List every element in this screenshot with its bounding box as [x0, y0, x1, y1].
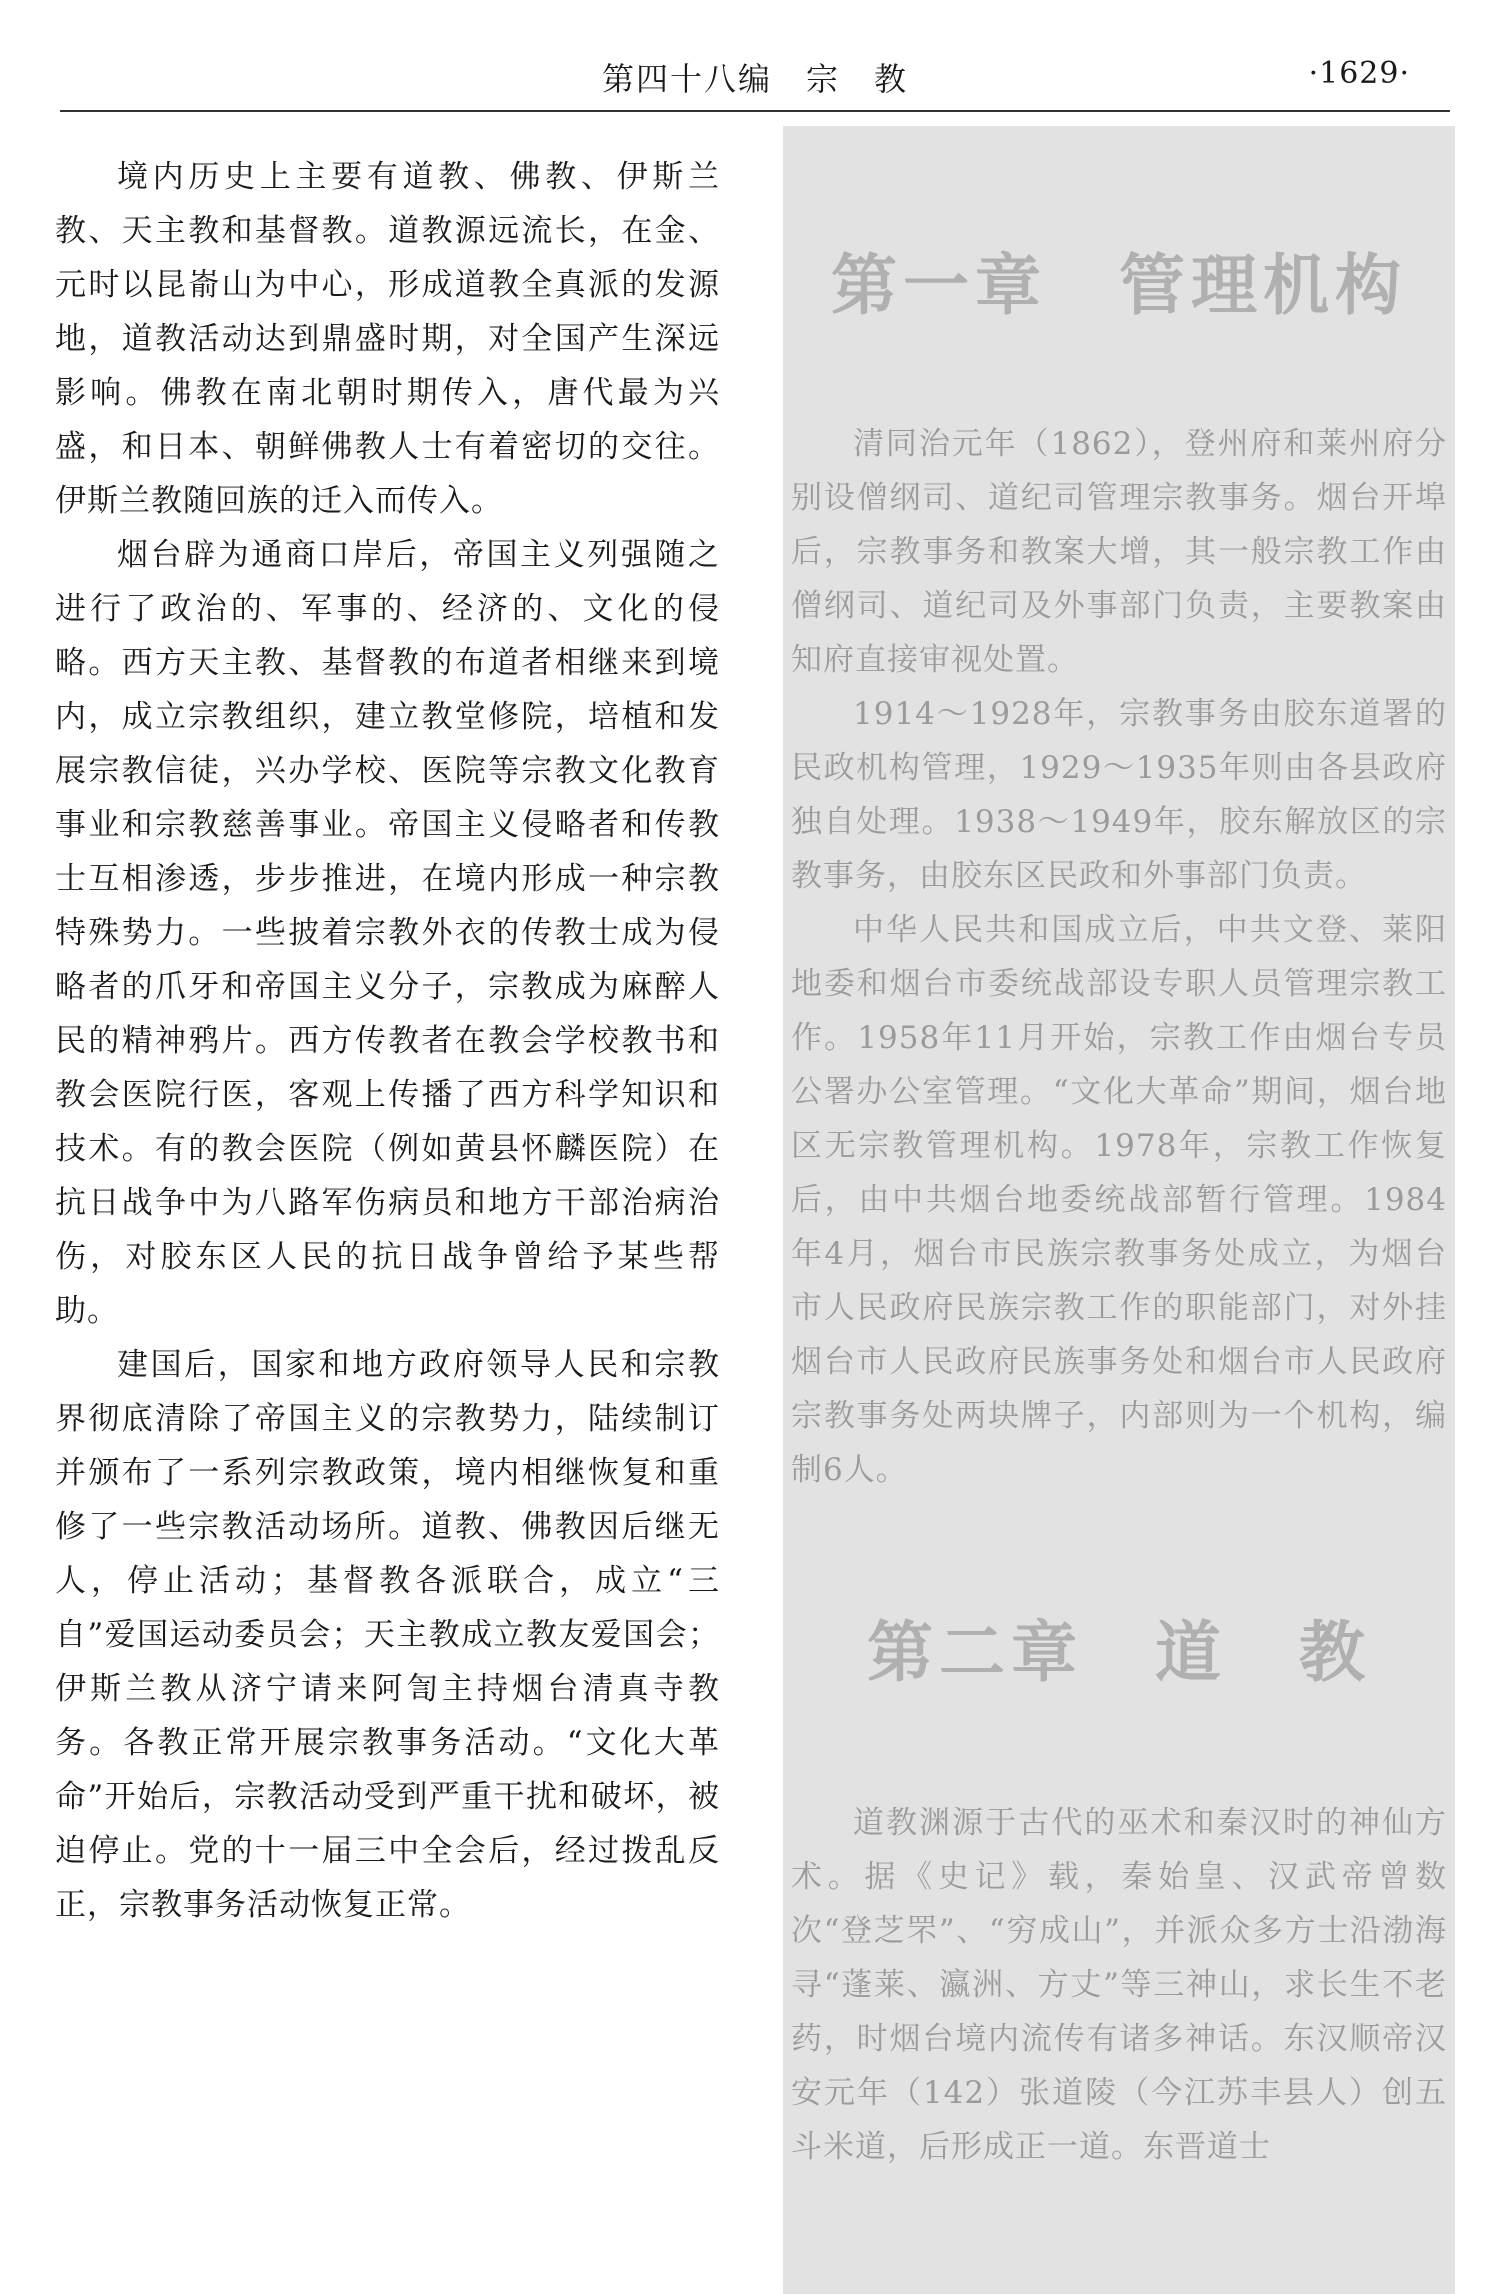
chapter-1-paragraph-2: 1914～1928年，宗教事务由胶东道署的民政机构管理，1929～1935年则由各县政府独自处理。1938～1949年，胶东解放区的宗教事务，由胶东区民政和外事部门负责。 — [791, 696, 1447, 894]
page-header — [60, 40, 1450, 110]
right-column — [783, 126, 1455, 2294]
intro-paragraph-1: 境内历史上主要有道教、佛教、伊斯兰教、天主教和基督教。道教源远流长，在金、元时以昆嵛山为中心，形成道教全真派的发源地，道教活动达到鼎盛时期，对全国产生深远影响。佛教在南北朝时期传入，唐代最为兴盛，和日本、朝鲜佛教人士有着密切的交往。伊斯兰教随回族的迁入而传入。 — [55, 159, 720, 519]
section-title: 第四十八编 宗 教 — [601, 60, 908, 98]
intro-paragraph-2: 烟台辟为通商口岸后，帝国主义列强随之进行了政治的、军事的、经济的、文化的侵略。西方天主教、基督教的布道者相继来到境内，成立宗教组织，建立教堂修院，培植和发展宗教信徒，兴办学校、医院等宗教文化教育事业和宗教慈善事业。帝国主义侵略者和传教士互相渗透，步步推进，在境内形成一种宗教特殊势力。一些披着宗教外衣的传教士成为侵略者的爪牙和帝国主义分子，宗教成为麻醉人民的精神鸦片。西方传教者在教会学校教书和教会医院行医，客观上传播了西方科学知识和技术。有的教会医院（例如黄县怀麟医院）在抗日战争中为八路军伤病员和地方干部治病治伤，对胶东区人民的抗日战争曾给予某些帮助。 — [55, 537, 720, 1329]
chapter-1-heading: 第一章 管理机构 — [831, 246, 1407, 324]
chapter-1-paragraph-1: 清同治元年（1862），登州府和莱州府分别设僧纲司、道纪司管理宗教事务。烟台开埠后，宗教事务和教案大增，其一般宗教工作由僧纲司、道纪司及外事部门负责，主要教案由知府直接审视处置。 — [791, 426, 1447, 678]
page-number: ·1629· — [1308, 56, 1410, 91]
chapter-2-heading: 第二章 道 教 — [867, 1613, 1371, 1691]
chapter-2-paragraph-1: 道教渊源于古代的巫术和秦汉时的神仙方术。据《史记》载，秦始皇、汉武帝曾数次“登芝罘”、“穷成山”，并派众多方士沿渤海寻“蓬莱、瀛洲、方丈”等三神山，求长生不老药，时烟台境内流传有诸多神话。东汉顺帝汉安元年（142）张道陵（今江苏丰县人）创五斗米道，后形成正一道。东晋道士 — [791, 1805, 1447, 2165]
header-rule — [60, 110, 1450, 112]
left-column — [55, 150, 720, 1932]
intro-paragraph-3: 建国后，国家和地方政府领导人民和宗教界彻底清除了帝国主义的宗教势力，陆续制订并颁布了一系列宗教政策，境内相继恢复和重修了一些宗教活动场所。道教、佛教因后继无人，停止活动；基督教各派联合，成立“三自”爱国运动委员会；天主教成立教友爱国会；伊斯兰教从济宁请来阿訇主持烟台清真寺教务。各教正常开展宗教事务活动。“文化大革命”开始后，宗教活动受到严重干扰和破坏，被迫停止。党的十一届三中全会后，经过拨乱反正，宗教事务活动恢复正常。 — [55, 1347, 720, 1923]
chapter-1-paragraph-3: 中华人民共和国成立后，中共文登、莱阳地委和烟台市委统战部设专职人员管理宗教工作。1958年11月开始，宗教工作由烟台专员公署办公室管理。“文化大革命”期间，烟台地区无宗教管理机构。1978年，宗教工作恢复后，由中共烟台地委统战部暂行管理。1984年4月，烟台市民族宗教事务处成立，为烟台市人民政府民族宗教工作的职能部门，对外挂烟台市人民政府民族事务处和烟台市人民政府宗教事务处两块牌子，内部则为一个机构，编制6人。 — [791, 912, 1447, 1488]
